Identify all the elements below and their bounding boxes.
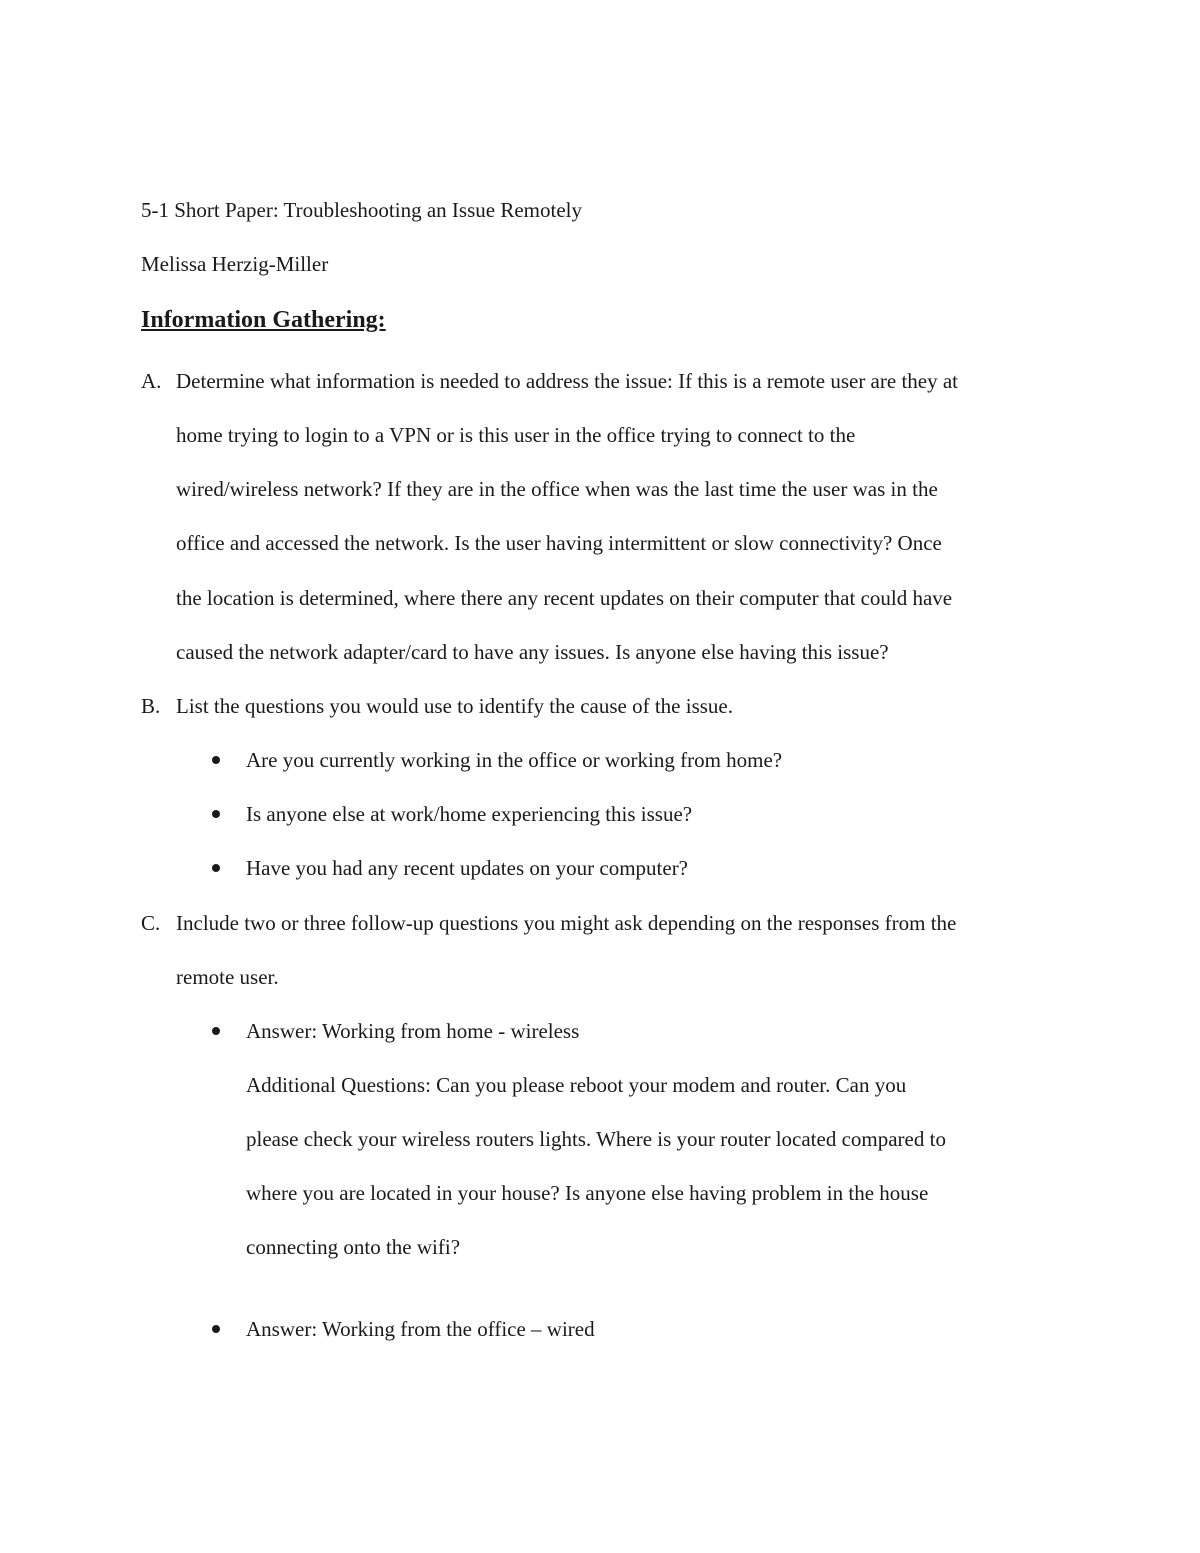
bullet-icon — [212, 864, 220, 872]
list-marker-a: A. — [141, 369, 162, 393]
list-marker-c: C. — [141, 911, 161, 935]
answer-home: Answer: Working from home - wireless — [246, 1019, 580, 1043]
list-item: Is anyone else at work/home experiencing this issue? — [246, 802, 693, 826]
bullet-icon — [212, 756, 220, 764]
additional-questions-line-3: where you are located in your house? Is anyone else having problem in the house — [246, 1181, 929, 1205]
bullet-icon — [212, 1325, 220, 1333]
answer-office: Answer: Working from the office – wired — [246, 1317, 595, 1341]
item-a-line-6: caused the network adapter/card to have any issues. Is anyone else having this issue? — [176, 640, 889, 664]
item-a-line-3: wired/wireless network? If they are in the office when was the last time the user was in the — [176, 477, 938, 501]
item-c-line-2: remote user. — [176, 965, 279, 989]
list-item: Are you currently working in the office or working from home? — [246, 748, 783, 772]
item-a-line-2: home trying to login to a VPN or is this user in the office trying to connect to the — [176, 423, 856, 447]
additional-questions-line-2: please check your wireless routers lights. Where is your router located compared to — [246, 1127, 946, 1151]
bullet-icon — [212, 1027, 220, 1035]
section-heading: Information Gathering: — [141, 307, 386, 333]
item-a-line-4: office and accessed the network. Is the user having intermittent or slow connectivity? Once — [176, 531, 942, 555]
item-c-line-1: Include two or three follow-up questions you might ask depending on the responses from the — [176, 911, 957, 935]
bullet-icon — [212, 810, 220, 818]
item-b-line-1: List the questions you would use to identify the cause of the issue. — [176, 694, 733, 718]
list-marker-b: B. — [141, 694, 161, 718]
list-item: Have you had any recent updates on your computer? — [246, 856, 689, 880]
author-name: Melissa Herzig-Miller — [141, 252, 329, 276]
paper-title: 5-1 Short Paper: Troubleshooting an Issue Remotely — [141, 198, 582, 222]
additional-questions-line-4: connecting onto the wifi? — [246, 1235, 461, 1259]
additional-questions-line-1: Additional Questions: Can you please reboot your modem and router. Can you — [246, 1073, 907, 1097]
item-a-line-1: Determine what information is needed to address the issue: If this is a remote user are they at — [176, 369, 959, 393]
item-a-line-5: the location is determined, where there any recent updates on their computer that could have — [176, 586, 953, 610]
